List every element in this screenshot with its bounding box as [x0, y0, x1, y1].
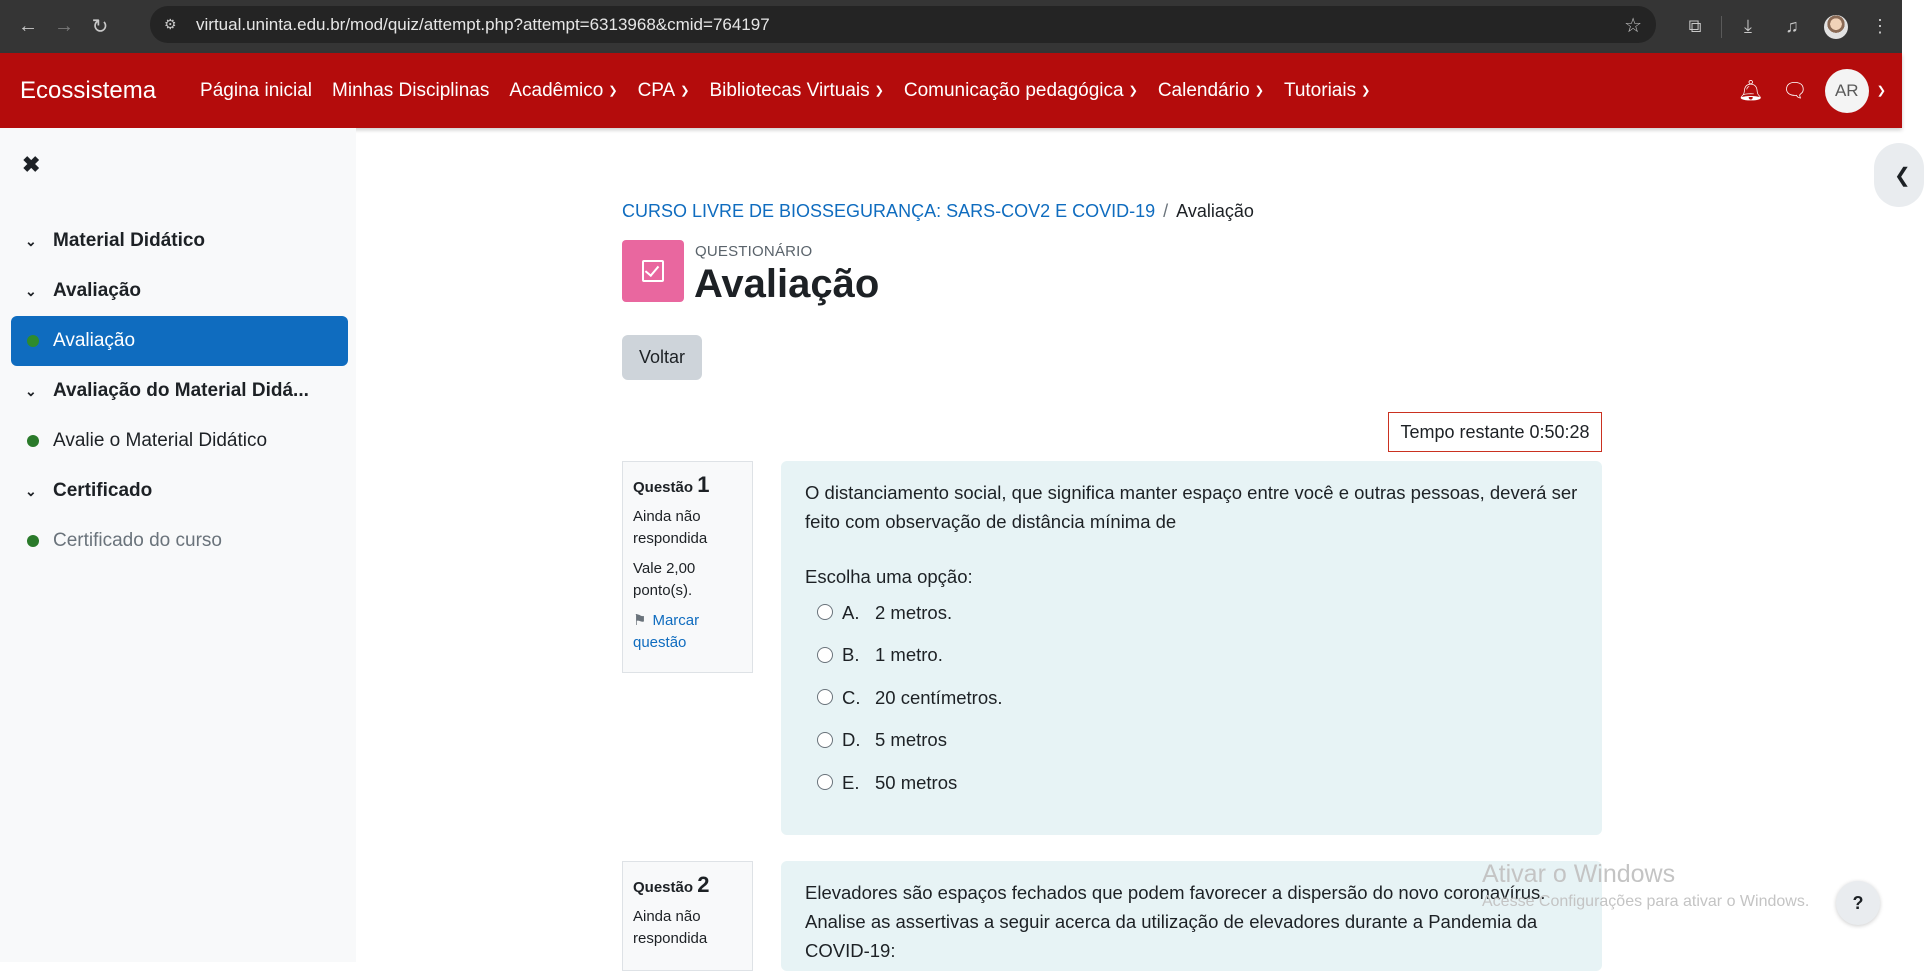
- question-label: Questão: [633, 879, 694, 896]
- flag-label: Marcar questão: [633, 612, 700, 651]
- nav-item-tutoriais[interactable]: [1284, 80, 1370, 102]
- url-text[interactable]: virtual.uninta.edu.br/mod/quiz/attempt.php?attempt=6313968&cmid=764197: [196, 14, 770, 34]
- chevron-down-icon: ❯: [874, 85, 884, 97]
- option-letter: A.: [842, 601, 860, 623]
- option-text: 20 centímetros.: [875, 686, 1003, 708]
- radio-button[interactable]: [817, 604, 833, 620]
- chevron-left-icon: ❮: [1894, 164, 1911, 187]
- completion-dot-icon: [27, 335, 39, 347]
- forward-arrow-icon[interactable]: →: [54, 15, 74, 37]
- section-material-didatico[interactable]: [11, 216, 348, 266]
- breadcrumb-course-link[interactable]: CURSO LIVRE DE BIOSSEGURANÇA: SARS-COV2 E COVID-19: [622, 201, 1156, 221]
- question-state: Ainda não respondida: [633, 908, 708, 947]
- breadcrumb-separator: /: [1163, 201, 1169, 221]
- site-settings-icon[interactable]: ⚙: [164, 16, 177, 32]
- question-state: Ainda não respondida: [633, 508, 708, 547]
- activity-avalie-material[interactable]: [11, 416, 348, 466]
- nav-item-minhas-disciplinas[interactable]: [332, 80, 489, 102]
- back-arrow-icon[interactable]: ←: [18, 15, 38, 37]
- block-drawer-toggle[interactable]: [1874, 143, 1924, 207]
- flag-question-link[interactable]: [633, 610, 742, 654]
- help-button[interactable]: ?: [1836, 881, 1880, 925]
- option-letter: C.: [842, 686, 861, 708]
- option-letter: B.: [842, 644, 860, 666]
- nav-item-label: Página inicial: [200, 79, 313, 101]
- answer-option-b[interactable]: [805, 634, 1578, 677]
- chevron-down-icon: ❯: [608, 85, 618, 97]
- question-number: [633, 472, 742, 498]
- radio-button[interactable]: [817, 732, 833, 748]
- answer-option-c[interactable]: [805, 676, 1578, 719]
- nav-item-cpa[interactable]: [638, 80, 690, 102]
- question-number-value: 2: [697, 872, 710, 897]
- section-avaliacao-material[interactable]: [11, 366, 348, 416]
- chevron-down-icon[interactable]: ⌄: [25, 282, 37, 299]
- answer-option-a[interactable]: [805, 591, 1578, 634]
- chevron-down-icon[interactable]: ⌄: [25, 382, 37, 399]
- completion-dot-icon: [27, 435, 39, 447]
- option-text: 5 metros: [875, 729, 947, 751]
- bookmark-star-icon[interactable]: ☆: [1624, 15, 1642, 37]
- question-number-value: 1: [697, 472, 710, 497]
- chevron-down-icon: ❯: [1361, 85, 1371, 97]
- breadcrumb: [622, 201, 1254, 222]
- chevron-down-icon[interactable]: ⌄: [25, 232, 37, 249]
- nav-item-label: Bibliotecas Virtuais: [709, 79, 870, 101]
- user-avatar[interactable]: AR: [1825, 69, 1869, 113]
- nav-item-label: CPA: [637, 79, 676, 101]
- activity-certificado-curso[interactable]: [11, 516, 348, 566]
- windows-activation-subtitle: Acesse Configurações para ativar o Windows.: [1482, 893, 1810, 910]
- activity-label: Avalie o Material Didático: [53, 430, 268, 451]
- site-navbar: [0, 53, 1902, 128]
- activity-label: Avaliação: [53, 330, 136, 351]
- toolbar-divider: [1721, 16, 1722, 38]
- chevron-down-icon: ❯: [1254, 85, 1264, 97]
- browser-menu-icon[interactable]: ⋮: [1871, 16, 1889, 36]
- activity-label: Certificado do curso: [53, 530, 222, 551]
- nav-item-label: Calendário: [1157, 79, 1250, 101]
- radio-button[interactable]: [817, 647, 833, 663]
- question-label: Questão: [633, 479, 694, 496]
- address-bar[interactable]: [150, 6, 1656, 43]
- question-number: [633, 872, 742, 898]
- nav-item-comunicacao-pedagogica[interactable]: [904, 80, 1138, 102]
- close-icon[interactable]: ✖: [22, 152, 41, 177]
- nav-item-pagina-inicial[interactable]: [200, 80, 312, 102]
- question-info-1: [622, 461, 753, 673]
- activity-avaliacao[interactable]: [11, 316, 348, 366]
- nav-item-label: Tutoriais: [1283, 79, 1357, 101]
- question-info-2: [622, 861, 753, 971]
- main-content: [356, 128, 1902, 962]
- profile-picture: [1824, 15, 1848, 39]
- download-icon[interactable]: ⤓: [1744, 16, 1752, 36]
- nav-item-calendario[interactable]: [1158, 80, 1264, 102]
- question-content-2: [781, 861, 1602, 971]
- page-title: Avaliação: [694, 262, 880, 306]
- nav-item-bibliotecas-virtuais[interactable]: [709, 80, 883, 102]
- chevron-down-icon[interactable]: ❯: [1876, 85, 1886, 97]
- nav-item-label: Minhas Disciplinas: [332, 79, 490, 101]
- flag-icon: ⚑︎: [633, 612, 647, 629]
- profile-icon[interactable]: [1814, 15, 1858, 39]
- nav-item-label: Comunicação pedagógica: [903, 79, 1124, 101]
- course-index-drawer: [0, 128, 356, 962]
- course-index-list: [11, 216, 348, 566]
- option-letter: D.: [842, 729, 861, 751]
- browser-toolbar: [0, 0, 1902, 53]
- activity-type-label: QUESTIONÁRIO: [695, 243, 813, 260]
- section-certificado[interactable]: [11, 466, 348, 516]
- answer-option-e[interactable]: [805, 761, 1578, 804]
- breadcrumb-current: Avaliação: [1176, 201, 1254, 221]
- completion-dot-icon: [27, 535, 39, 547]
- option-text: 2 metros.: [875, 601, 953, 623]
- answer-option-d[interactable]: [805, 719, 1578, 762]
- radio-button[interactable]: [817, 689, 833, 705]
- nav-item-label: Acadêmico: [509, 79, 604, 101]
- section-label: Material Didático: [53, 230, 206, 251]
- chevron-down-icon: ❯: [680, 85, 690, 97]
- extensions-icon[interactable]: ⧉: [1688, 16, 1702, 36]
- messages-icon[interactable]: 🗨︎: [1782, 80, 1808, 102]
- answer-prompt: Escolha uma opção:: [805, 566, 973, 587]
- option-text: 50 metros: [875, 771, 958, 793]
- back-button[interactable]: Voltar: [622, 335, 702, 380]
- nav-item-academico[interactable]: [509, 80, 617, 102]
- option-letter: E.: [842, 771, 860, 793]
- chevron-down-icon[interactable]: ⌄: [25, 482, 37, 499]
- option-text: 1 metro.: [875, 644, 943, 666]
- chevron-down-icon: ❯: [1128, 85, 1138, 97]
- windows-activation-title: Ativar o Windows: [1482, 860, 1676, 888]
- brand-link[interactable]: Ecossistema: [20, 76, 157, 104]
- question-text: O distanciamento social, que significa manter espaço entre você e outras pessoas, deverá ser feito com observação de distância mínima de: [805, 482, 1578, 532]
- reload-icon[interactable]: ↻: [91, 16, 109, 38]
- media-control-icon[interactable]: ♫: [1785, 16, 1799, 36]
- time-remaining: Tempo restante 0:50:28: [1388, 412, 1602, 452]
- section-label: Avaliação: [53, 280, 142, 301]
- question-text: Elevadores são espaços fechados que podem favorecer a dispersão do novo coronavírus. Analise as assertivas a seguir acerca da utilização de elevadores durante a Pandemia da COVID-19:: [805, 882, 1546, 961]
- section-label: Certificado: [53, 480, 153, 501]
- quiz-icon: [622, 240, 684, 302]
- radio-button[interactable]: [817, 774, 833, 790]
- question-content-1: [781, 461, 1602, 835]
- notification-bell-icon[interactable]: 🔔︎: [1738, 80, 1764, 102]
- section-label: Avaliação do Material Didá...: [53, 380, 309, 401]
- question-grade: Vale 2,00 ponto(s).: [633, 560, 696, 599]
- section-avaliacao[interactable]: [11, 266, 348, 316]
